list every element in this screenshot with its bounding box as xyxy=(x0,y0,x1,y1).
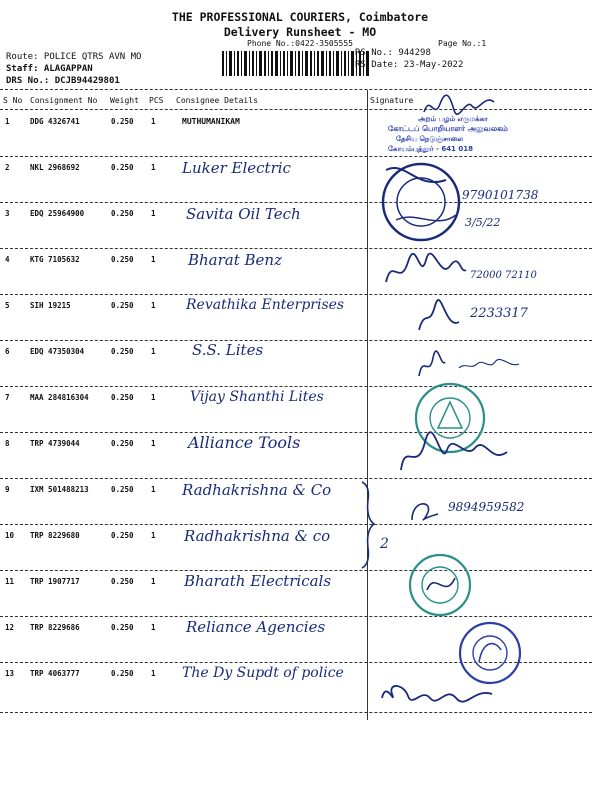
table-top-rule xyxy=(0,89,592,90)
row-8-consignment: TRP 4739044 xyxy=(30,439,80,448)
row-10-sno: 10 xyxy=(5,531,15,540)
row-5-pcs: 1 xyxy=(151,301,156,310)
row-4-sno: 4 xyxy=(5,255,10,264)
row-2-pcs: 1 xyxy=(151,163,156,172)
row-8-consignee: Alliance Tools xyxy=(188,433,301,452)
brace-rows-9-10 xyxy=(358,480,388,570)
row-4-consignment: KTG 7105632 xyxy=(30,255,80,264)
row-5-signature xyxy=(415,300,465,336)
row-12-pcs: 1 xyxy=(151,623,156,632)
phone-number: Phone No.:0422-3505555 xyxy=(247,39,353,48)
row-3-phone: 9790101738 xyxy=(462,188,539,202)
row-13-sno: 13 xyxy=(5,669,15,678)
row-7-pcs: 1 xyxy=(151,393,156,402)
row-13-consignment: TRP 4063777 xyxy=(30,669,80,678)
row-3-date: 3/5/22 xyxy=(465,216,501,229)
row-11-rule xyxy=(0,616,592,617)
row-1-pcs: 1 xyxy=(151,117,156,126)
row-8-weight: 0.250 xyxy=(111,439,134,448)
row-4-pcs: 1 xyxy=(151,255,156,264)
row-12-weight: 0.250 xyxy=(111,623,134,632)
row-3-consignment: EDQ 25964900 xyxy=(30,209,85,218)
row-9-sno: 9 xyxy=(5,485,10,494)
row-6-consignee: S.S. Lites xyxy=(192,341,264,359)
company-title: THE PROFESSIONAL COURIERS, Coimbatore xyxy=(171,10,429,24)
row-8-signature xyxy=(395,430,515,480)
row-7-sno: 7 xyxy=(5,393,10,402)
barcode xyxy=(222,51,370,76)
row-3-rule xyxy=(0,248,592,249)
row-7-consignment: MAA 284816304 xyxy=(30,393,89,402)
staff: Staff: ALAGAPPAN xyxy=(6,64,93,74)
row-6-sno: 6 xyxy=(5,347,10,356)
row-9-rule xyxy=(0,524,592,525)
row-4-signature xyxy=(380,252,470,292)
row-8-pcs: 1 xyxy=(151,439,156,448)
row-4-rule xyxy=(0,294,592,295)
row-10-consignee: Radhakrishna & co xyxy=(184,527,331,545)
row-1-stamp: அறம் பழம் எருமக்கா கோட்டப் பொறியாளர் அலுவலகம் தேசிய நெடுஞ்சாலை கோயம்புத்தூர் - 641 018 xyxy=(388,115,508,153)
row-3-sno: 3 xyxy=(5,209,10,218)
document-title: Delivery Runsheet - MO xyxy=(223,25,377,39)
row-10-pcs: 1 xyxy=(151,531,156,540)
row-8-sno: 8 xyxy=(5,439,10,448)
row-9-phone: 9894959582 xyxy=(448,500,525,514)
signature-column-divider xyxy=(367,90,368,720)
row-10-consignment: TRP 8229680 xyxy=(30,531,80,540)
col-header-weight: Weight xyxy=(110,96,139,105)
col-header-pcs: PCS xyxy=(149,96,164,105)
row-1-sno: 1 xyxy=(5,117,10,126)
row-3-weight: 0.250 xyxy=(111,209,134,218)
row-4-consignee: Bharat Benz xyxy=(188,251,282,269)
route: Route: POLICE QTRS AVN MO xyxy=(6,52,142,62)
row-5-consignee: Revathika Enterprises xyxy=(186,297,345,313)
row-9-consignment: IXM 501488213 xyxy=(30,485,89,494)
row-12-sno: 12 xyxy=(5,623,15,632)
row-13-signature xyxy=(378,676,498,712)
row-6-pcs: 1 xyxy=(151,347,156,356)
row-13-consignee: The Dy Supdt of police xyxy=(182,665,344,681)
page-number: Page No.:1 xyxy=(438,39,487,48)
row-6-consignment: EDQ 47350304 xyxy=(30,347,85,356)
row-13-pcs: 1 xyxy=(151,669,156,678)
row-2-consignee: Luker Electric xyxy=(182,159,291,177)
row-12-consignee: Reliance Agencies xyxy=(186,618,326,636)
row-5-consignment: SIH 19215 xyxy=(30,301,71,310)
row-10-rule xyxy=(0,570,592,571)
row-11-sno: 11 xyxy=(5,577,15,586)
row-1-weight: 0.250 xyxy=(111,117,134,126)
row-3-consignee: Savita Oil Tech xyxy=(186,205,301,223)
row-7-weight: 0.250 xyxy=(111,393,134,402)
row-3-pcs: 1 xyxy=(151,209,156,218)
row-5-number: 2233317 xyxy=(470,306,528,321)
row-7-consignee: Vijay Shanthi Lites xyxy=(190,389,324,405)
col-header-sno: S No xyxy=(3,96,23,105)
brace-count: 2 xyxy=(380,536,389,552)
rs-date: RS Date: 23-May-2022 xyxy=(355,60,464,70)
row-11-consignee: Bharath Electricals xyxy=(184,572,332,590)
col-header-consignee: Consignee Details xyxy=(176,96,258,105)
row-11-consignment: TRP 1907717 xyxy=(30,577,80,586)
row-11-pcs: 1 xyxy=(151,577,156,586)
row-4-number: 72000 72110 xyxy=(470,270,537,281)
row-6-rule xyxy=(0,386,592,387)
row-2-weight: 0.250 xyxy=(111,163,134,172)
row-2-consignment: NKL 2968692 xyxy=(30,163,80,172)
row-5-weight: 0.250 xyxy=(111,301,134,310)
row-2-sno: 2 xyxy=(5,163,10,172)
row-13-rule xyxy=(0,712,592,713)
row-2-rule xyxy=(0,202,592,203)
row-6-signature xyxy=(415,348,525,382)
row-4-weight: 0.250 xyxy=(111,255,134,264)
row-5-sno: 5 xyxy=(5,301,10,310)
row-9-weight: 0.250 xyxy=(111,485,134,494)
row-6-weight: 0.250 xyxy=(111,347,134,356)
rs-number: RS No.: 944298 xyxy=(355,48,431,58)
row-11-round-stamp xyxy=(405,550,475,620)
row-1-rule xyxy=(0,156,592,157)
row-11-weight: 0.250 xyxy=(111,577,134,586)
row-5-rule xyxy=(0,340,592,341)
row-1-consignment: DDG 4326741 xyxy=(30,117,80,126)
row-1-consignee: MUTHUMANIKAM xyxy=(182,117,240,126)
col-header-signature: Signature xyxy=(370,96,414,105)
row-2-3-round-stamp xyxy=(376,150,466,250)
row-13-weight: 0.250 xyxy=(111,669,134,678)
row-9-pcs: 1 xyxy=(151,485,156,494)
row-12-consignment: TRP 8229686 xyxy=(30,623,80,632)
row-9-consignee: Radhakrishna & Co xyxy=(182,481,332,499)
table-header-rule xyxy=(0,109,592,110)
col-header-consignment: Consignment No xyxy=(30,96,98,105)
row-10-weight: 0.250 xyxy=(111,531,134,540)
drs-number: DRS No.: DCJB94429801 xyxy=(6,76,120,86)
row-9-signature xyxy=(408,496,448,526)
